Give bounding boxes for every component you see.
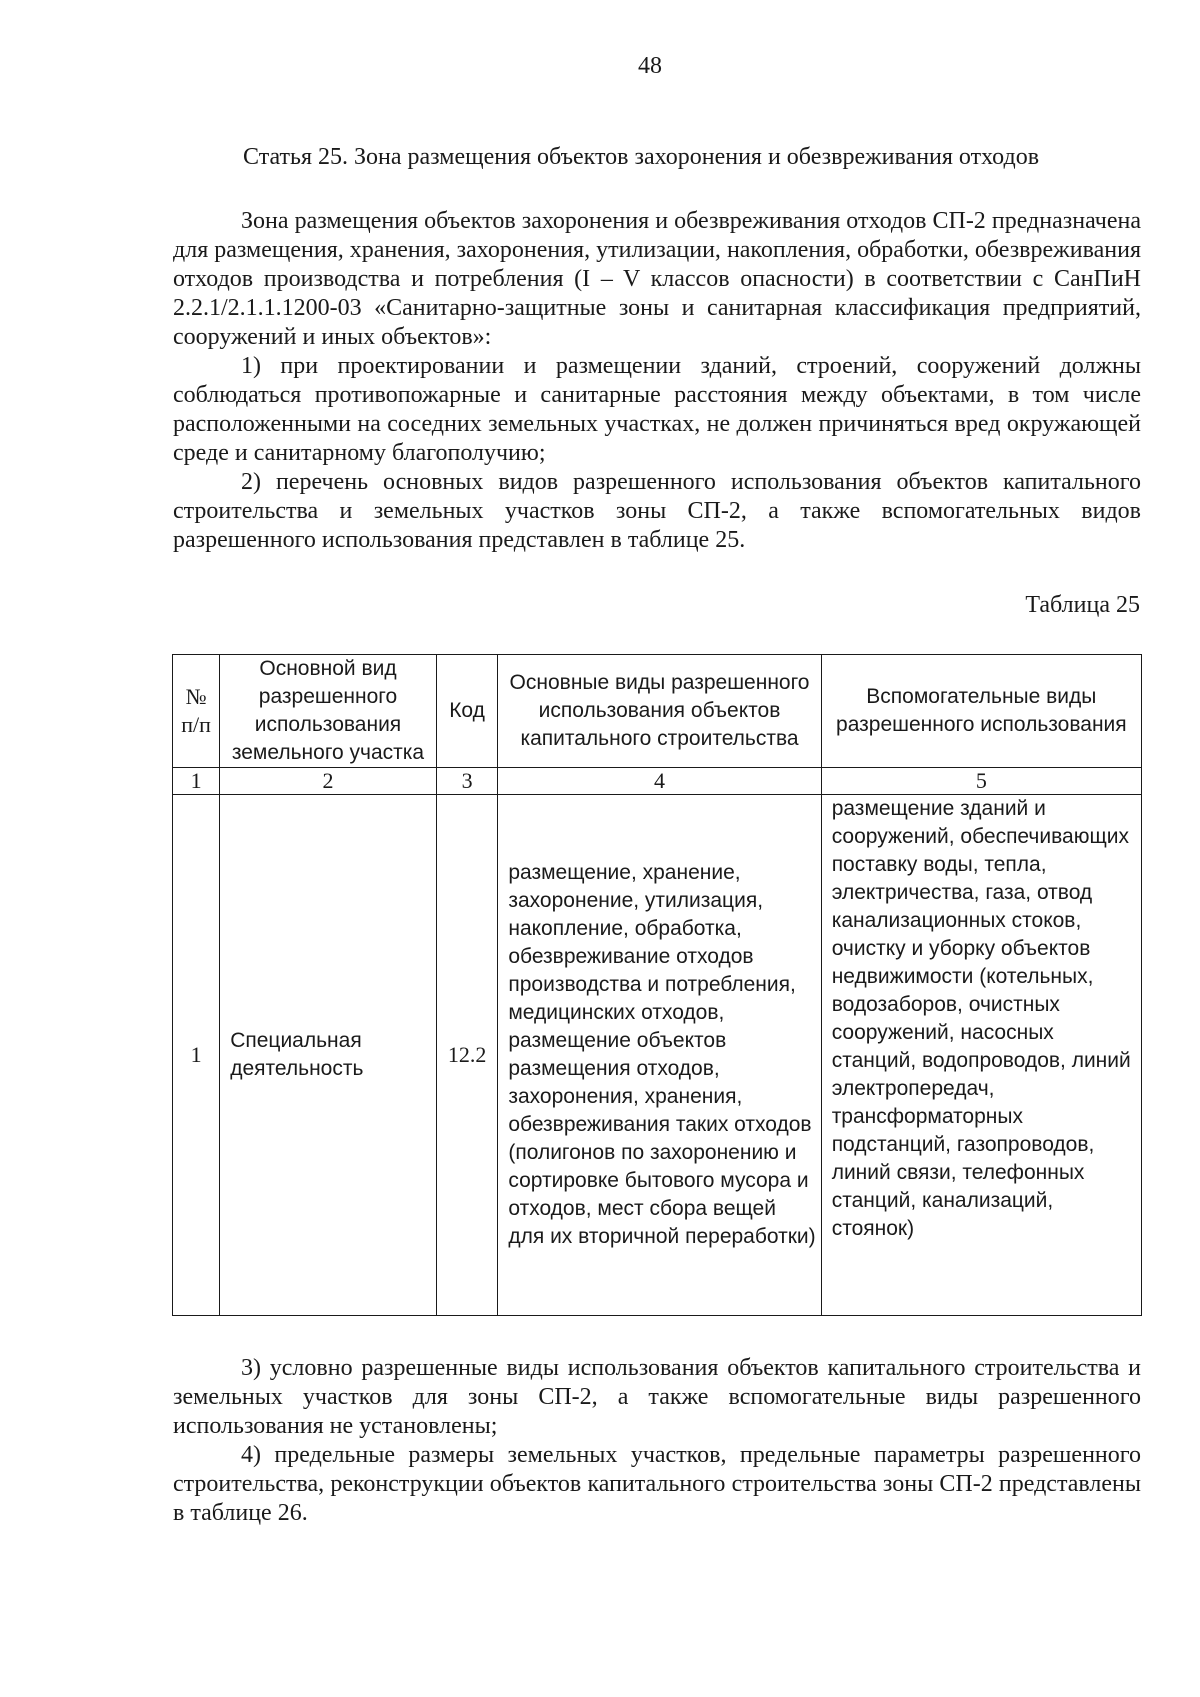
header-code: Код <box>436 655 498 768</box>
row-code: 12.2 <box>436 795 498 1316</box>
table-caption: Таблица 25 <box>1025 592 1140 618</box>
column-number-row <box>173 768 1142 795</box>
rule-item-4: 4) предельные размеры земельных участков, предельные параметры разрешенного строительства, реконструкции объектов капитального строительства зоны СП-2 представлены в таблице 26. <box>173 1442 1141 1526</box>
header-num: № п/п <box>173 655 220 768</box>
header-main-use: Основной вид разрешенного использования земельного участка <box>220 655 437 768</box>
table-row <box>173 795 1142 1316</box>
table-header-row <box>173 655 1142 768</box>
rule-item-2: 2) перечень основных видов разрешенного использования объектов капитального строительства и земельных участков зоны СП-2, а также вспомогательных видов разрешенного использования представлен в таблице 25. <box>173 469 1141 553</box>
column-number: 5 <box>821 768 1141 795</box>
column-number: 1 <box>173 768 220 795</box>
row-main-construction: размещение, хранение, захоронение, утилизация, накопление, обработка, обезвреживание отходов производства и потребления, медицинских отходов, размещение объектов размещения отходов, захоронения, хранения, обезвреживания таких отходов (полигонов по захоронению и сортировке бытового мусора и отходов, мест сбора вещей для их вторичной переработки) <box>498 795 821 1316</box>
header-aux: Вспомогательные виды разрешенного использования <box>821 655 1141 768</box>
article-title: Статья 25. Зона размещения объектов захоронения и обезвреживания отходов <box>243 144 1040 170</box>
row-num: 1 <box>173 795 220 1316</box>
row-aux: размещение зданий и сооружений, обеспечивающих поставку воды, тепла, электричества, газа, отвод канализационных стоков, очистку и уборку объектов недвижимости (котельных, водозаборов, очистных сооружений, насосных станций, водопроводов, линий электропередач, трансформаторных подстанций, газопроводов, линий связи, телефонных станций, канализаций, стоянок) <box>821 795 1141 1316</box>
rule-item-3: 3) условно разрешенные виды использования объектов капитального строительства и земельных участков для зоны СП-2, а также вспомогательные виды разрешенного использования не установлены; <box>173 1355 1141 1439</box>
column-number: 2 <box>220 768 437 795</box>
permitted-use-table <box>172 654 1142 1316</box>
column-number: 3 <box>436 768 498 795</box>
rule-item-1: 1) при проектировании и размещении зданий, строений, сооружений должны соблюдаться противопожарные и санитарные расстояния между объектами, в том числе расположенными на соседних земельных участках, не должен причиняться вред окружающей среде и санитарному благополучию; <box>173 353 1141 466</box>
intro-section <box>173 207 1141 555</box>
column-number: 4 <box>498 768 821 795</box>
intro-paragraph: Зона размещения объектов захоронения и обезвреживания отходов СП-2 предназначена для размещения, хранения, захоронения, утилизации, накопления, обработки, обезвреживания отходов производства и потребления (I – V классов опасности) в соответствии с СанПиН 2.2.1/2.1.1.1200-03 «Санитарно-защитные зоны и санитарная классификация предприятий, сооружений и иных объектов»: <box>173 208 1141 350</box>
header-main-construction: Основные виды разрешенного использования объектов капитального строительства <box>498 655 821 768</box>
page-number: 48 <box>638 53 662 79</box>
row-main-use: Специальная деятельность <box>220 795 437 1316</box>
after-section <box>173 1354 1141 1528</box>
